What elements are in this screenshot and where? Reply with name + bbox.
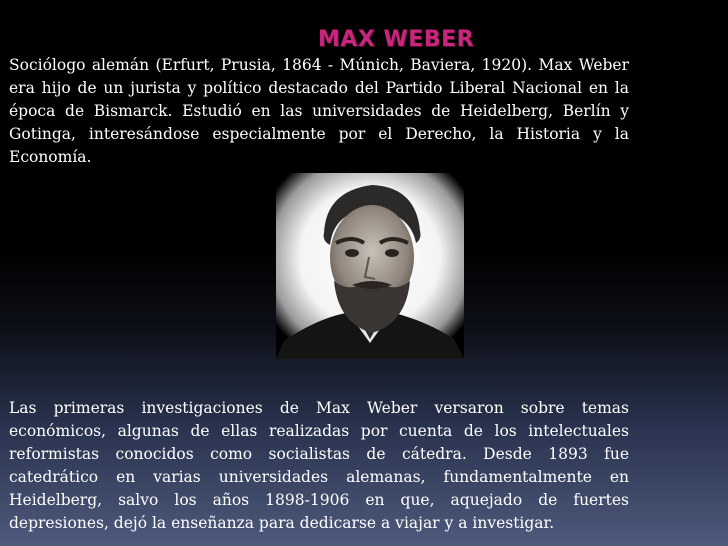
intro-paragraph — [9, 54, 629, 169]
career-paragraph — [9, 397, 629, 535]
intro-text: Sociólogo alemán (Erfurt, Prusia, 1864 - Múnich, Baviera, 1920). Max Weber era hijo de un jurista y político destacado del Partido Liberal Nacional en la época de Bismarck. Estudió en las universidades de Heidelberg, Berlín y Gotinga, interesándose especialmente por el Derecho, la Historia y la Economía. — [9, 56, 629, 166]
slide-title: MAX WEBER — [318, 27, 475, 52]
career-text: Las primeras investigaciones de Max Weber versaron sobre temas económicos, algunas de ellas realizadas por cuenta de los intelectuales reformistas conocidos como socialistas de cátedra. Desde 1893 fue catedrático en varias universidades alemanas, fundamentalmente en Heidelberg, salvo los años 1898-1906 en que, aquejado de fuertes depresiones, dejó la enseñanza para dedicarse a viajar y a investigar. — [9, 399, 629, 532]
portrait-photo — [276, 173, 464, 359]
